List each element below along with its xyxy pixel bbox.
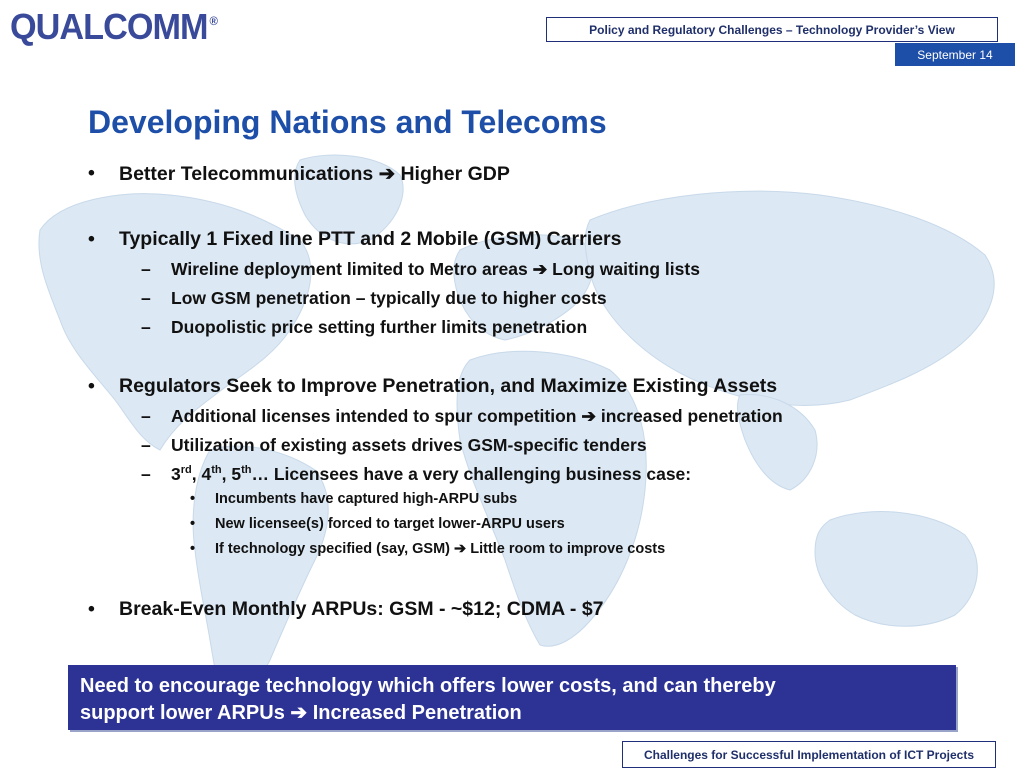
qualcomm-logo [10,6,215,48]
bullet-text: Long waiting lists [552,259,700,279]
banner-line-1: Need to encourage technology which offers lower costs, and can thereby [80,675,776,697]
footer-title: Challenges for Successful Implementation of ICT Projects [622,741,996,768]
bullet-item: Break-Even Monthly ARPUs: GSM - ~$12; CDMA - $7 [119,598,604,620]
bullet-text: increased penetration [600,406,783,426]
bullet-marker: • [88,375,95,397]
banner-text: support lower ARPUs [80,702,285,724]
ordinal-suffix: th [241,464,252,477]
bullet-item [119,162,510,186]
bullet-text: , 4 [191,464,212,484]
bullet-marker: • [190,491,196,507]
sub-bullet-item: Low GSM penetration – typically due to higher costs [171,288,607,308]
dash-marker: – [141,288,151,308]
sub-bullet-item [171,406,783,427]
arrow-right-icon: ➔ [581,406,596,426]
conclusion-banner [68,665,956,730]
bullet-marker: • [190,516,196,532]
banner-text: Increased Penetration [312,702,522,724]
dash-marker: – [141,435,151,455]
arrow-right-icon: ➔ [532,259,548,279]
header-title: Policy and Regulatory Challenges – Technology Provider’s View [546,17,998,42]
sub-sub-bullet-item [215,541,665,557]
bullet-marker: • [190,541,196,557]
bullet-text: , 5 [221,464,242,484]
date-badge: September 14 [895,43,1015,66]
arrow-right-icon: ➔ [378,163,396,185]
bullet-marker: • [88,228,95,250]
sub-bullet-item [171,464,691,485]
bullet-text: 3 [171,464,181,484]
dash-marker: – [141,406,151,426]
bullet-marker: • [88,598,95,620]
dash-marker: – [141,317,151,337]
bullet-marker: • [88,162,95,184]
sub-bullet-item: Duopolistic price setting further limits penetration [171,317,588,337]
sub-bullet-item: Utilization of existing assets drives GSM-specific tenders [171,435,647,455]
bullet-item: Regulators Seek to Improve Penetration, and Maximize Existing Assets [119,375,778,397]
arrow-right-icon: ➔ [454,541,467,557]
bullet-text: Higher GDP [400,163,510,185]
slide-title: Developing Nations and Telecoms [88,104,607,140]
dash-marker: – [141,259,151,279]
bullet-text: Better Telecommunications [119,163,374,185]
dash-marker: – [141,464,151,484]
bullet-text: Wireline deployment limited to Metro areas [171,259,528,279]
sub-sub-bullet-item: Incumbents have captured high-ARPU subs [215,491,518,507]
arrow-right-icon: ➔ [290,702,308,724]
ordinal-suffix: th [211,464,222,477]
bullet-item: Typically 1 Fixed line PTT and 2 Mobile (GSM) Carriers [119,228,622,250]
bullet-text: Little room to improve costs [470,541,666,557]
sub-bullet-item [171,259,700,280]
bullet-text: Additional licenses intended to spur competition [171,406,577,426]
bullet-text: … Licensees have a very challenging business case: [251,464,692,484]
sub-sub-bullet-item: New licensee(s) forced to target lower-ARPU users [215,516,565,532]
bullet-text: If technology specified (say, GSM) [215,541,450,557]
registered-mark: ® [209,14,217,28]
banner-line-2 [80,700,944,727]
logo-text: QUALCOMM [10,6,208,47]
ordinal-suffix: rd [180,464,192,477]
